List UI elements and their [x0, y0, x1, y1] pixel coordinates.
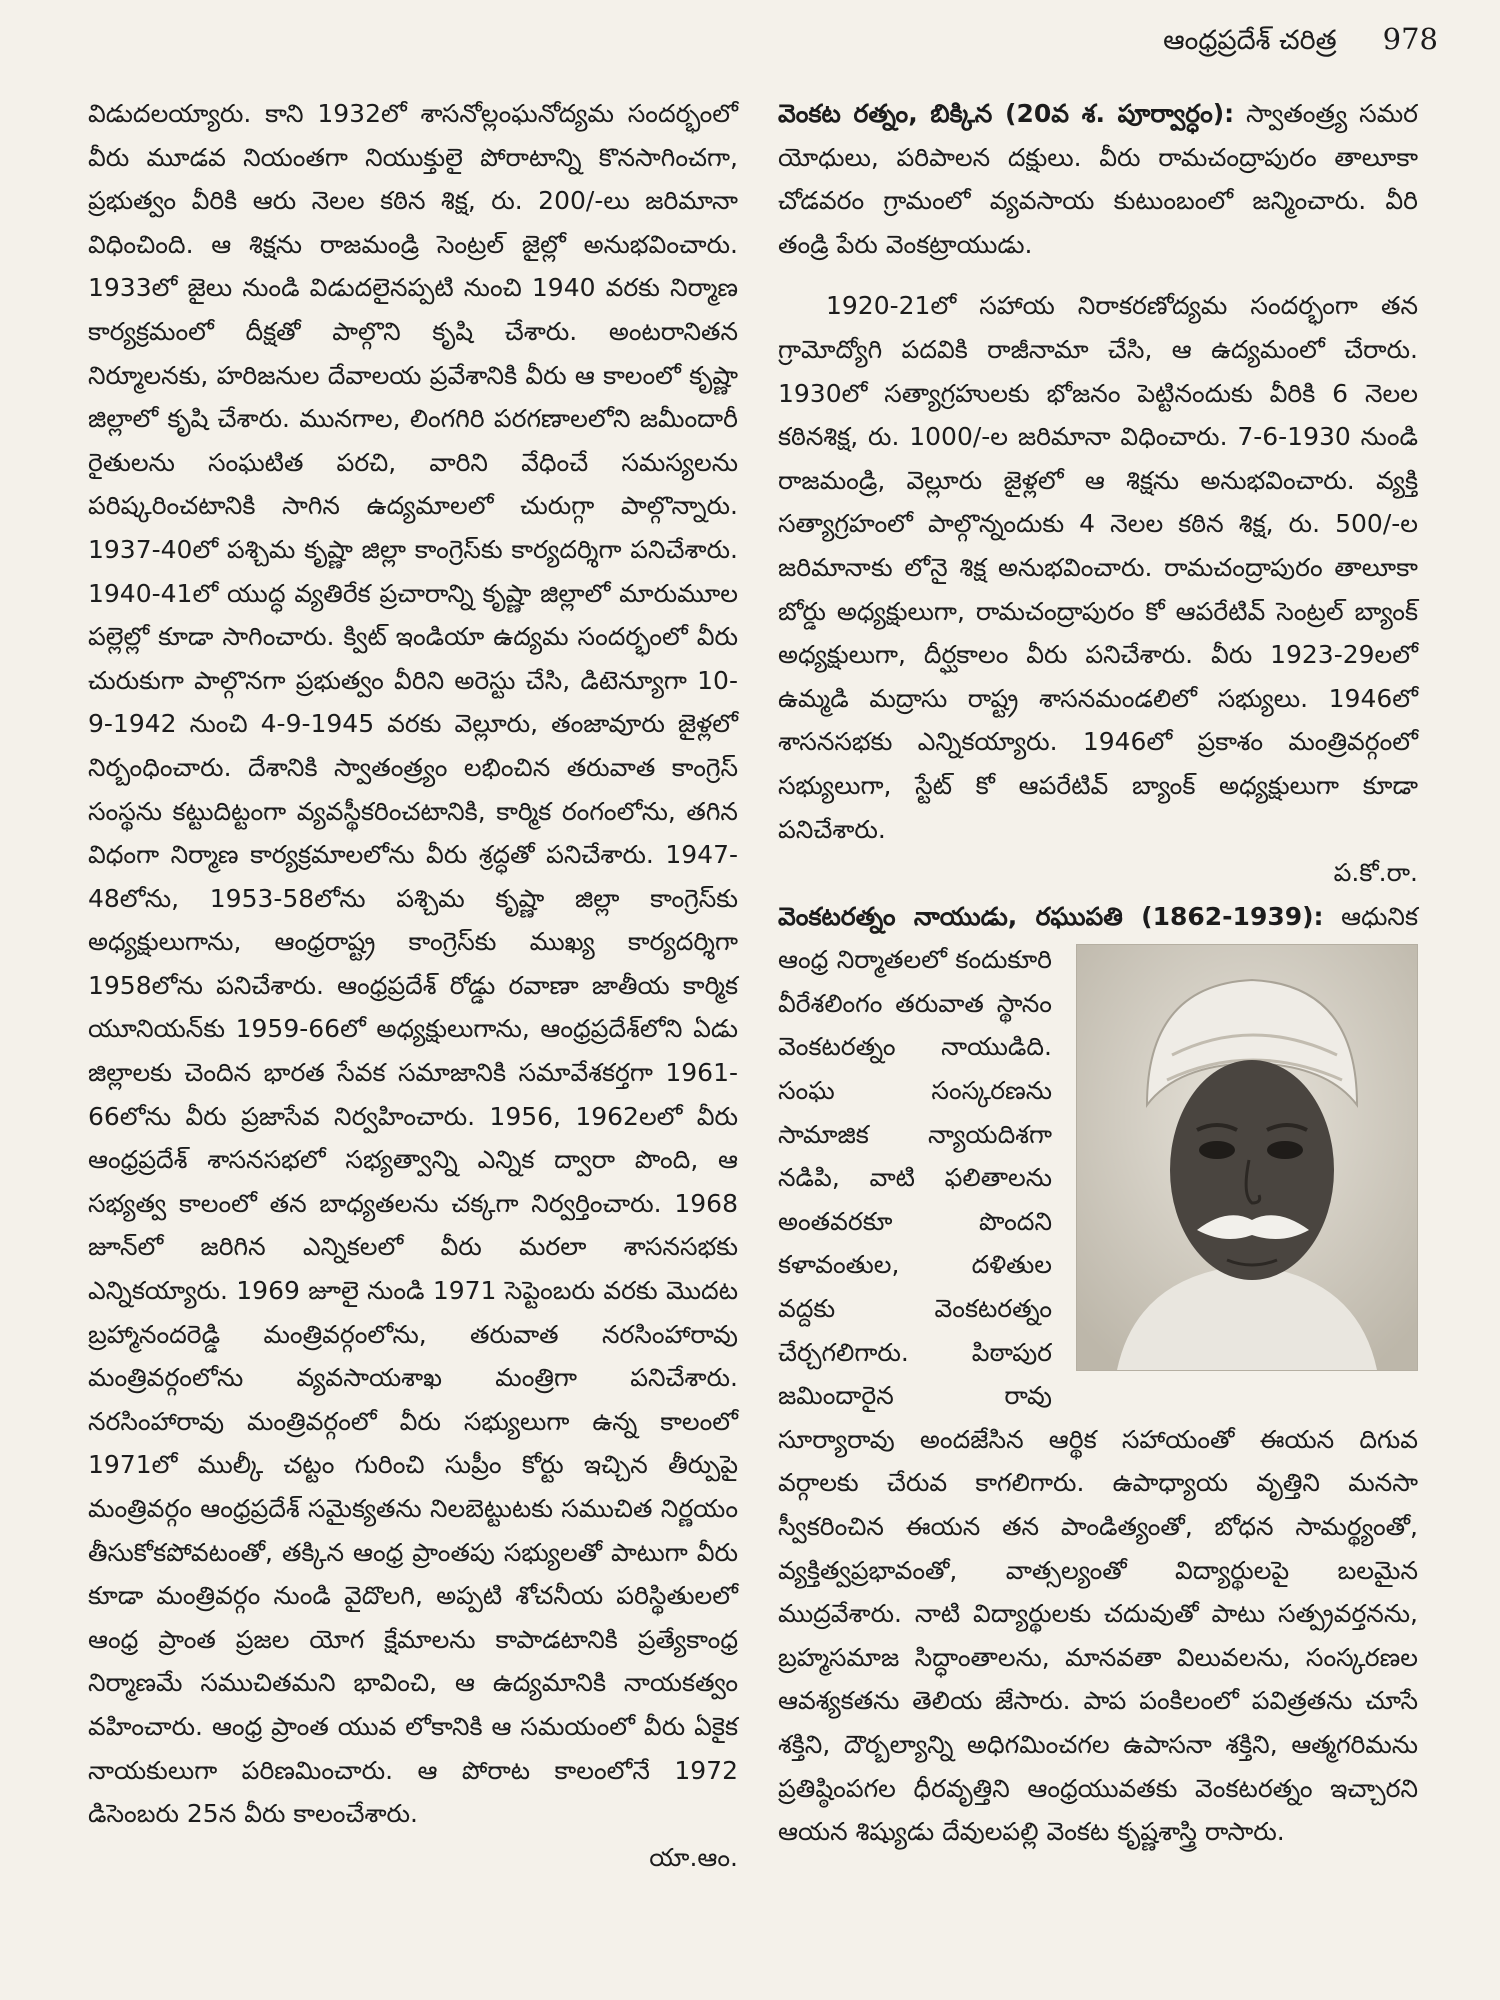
page-header [1163, 22, 1438, 63]
running-title: ఆంధ్రప్రదేశ్ చరిత్ర [1163, 25, 1337, 56]
portrait-photo [1076, 944, 1418, 1371]
right-column [778, 92, 1418, 1854]
entry1-title: వెంకట రత్నం, బిక్కిన (20వ శ. పూర్వార్ధం): [778, 99, 1235, 128]
entry1-intro-text: స్వాతంత్ర్య సమర యోధులు, పరిపాలన దక్షులు. వీరు రామచంద్రాపురం తాలూకా చోడవరం గ్రామంలో వ్యవసాయ కుటుంబంలో జన్మించారు. వీరి తండ్రి పేరు వెంకట్రాయుడు. [778, 99, 1418, 259]
page-number: 978 [1382, 22, 1438, 56]
entry1-author-initials: ప.కో.రా. [1333, 858, 1418, 888]
left-author-initials: యా.ఆం. [649, 1842, 738, 1872]
entry1-intro-paragraph [778, 92, 1418, 266]
portrait-illustration [1077, 945, 1417, 1370]
entry1-body-paragraph: 1920-21లో సహాయ నిరాకరణోద్యమ సందర్భంగా తన గ్రామోద్యోగి పదవికి రాజీనామా చేసి, ఆ ఉద్యమంలో చేరారు. 1930లో సత్యాగ్రహులకు భోజనం పెట్టినందుకు వీరికి 6 నెలల కఠినశిక్ష, రు. 1000/-ల జరిమానా విధించారు. 7-6-1930 నుండి రాజమండ్రి, వెల్లూరు జైళ్లలో ఆ శిక్షను అనుభవించారు. వ్యక్తి సత్యాగ్రహంలో పాల్గొన్నందుకు 4 నెలల కఠిన శిక్ష, రు. 500/-ల జరిమానాకు లోనై శిక్ష అనుభవించారు. రామచంద్రాపురం తాలూకా బోర్డు అధ్యక్షులుగా, రామచంద్రాపురం కో ఆపరేటివ్ సెంట్రల్ బ్యాంక్ అధ్యక్షులుగా, దీర్ఘకాలం వీరు పనిచేశారు. వీరు 1923-29లలో ఉమ్మడి మద్రాసు రాష్ట్ర శాసనమండలిలో సభ్యులు. 1946లో శాసనసభకు ఎన్నికయ్యారు. 1946లో ప్రకాశం మంత్రివర్గంలో సభ్యులుగా, స్టేట్ కో ఆపరేటివ్ బ్యాంక్ అధ్యక్షులుగా కూడా పనిచేశారు. [778, 291, 1418, 844]
entry2-title: వెంకటరత్నం నాయుడు, రఘుపతి (1862-1939): [778, 901, 1324, 931]
left-column [88, 92, 738, 1879]
entry2-paragraph [778, 895, 1418, 1854]
entry2-body-text: ఆధునిక ఆంధ్ర నిర్మాతలలో కందుకూరి వీరేశలింగం తరువాత స్థానం వెంకటరత్నం నాయుడిది. సంఘ సంస్కరణను సామాజిక న్యాయదిశగా నడిపి, వాటి ఫలితాలను అంతవరకూ పొందని కళావంతుల, దళితుల వద్దకు వెంకటరత్నం చేర్చగలిగారు. పిఠాపుర జమిందారైన రావు సూర్యారావు అందజేసిన ఆర్థిక సహాయంతో ఈయన దిగువ వర్గాలకు చేరువ కాగలిగారు. ఉపాధ్యాయ వృత్తిని మనసా స్వీకరించిన ఈయన తన పాండిత్యంతో, బోధన సామర్థ్యంతో, వ్యక్తిత్వప్రభావంతో, వాత్సల్యంతో విద్యార్థులపై బలమైన ముద్రవేశారు. నాటి విద్యార్థులకు చదువుతో పాటు సత్ప్రవర్తనను, బ్రహ్మసమాజ సిద్ధాంతాలను, మానవతా విలువలను, సంస్కరణల ఆవశ్యకతను తెలియ జేసారు. పాప పంకిలంలో పవిత్రతను చూసే శక్తిని, దౌర్బల్యాన్ని అధిగమించగల ఉపాసనా శక్తిని, ఆత్మగరిమను ప్రతిష్ఠింపగల ధీరవృత్తిని ఆంధ్రయువతకు వెంకటరత్నం ఇచ్చారని ఆయన శిష్యుడు దేవులపల్లి వెంకట కృష్ణశాస్త్రి రాసారు. [778, 901, 1418, 1847]
left-body-paragraph: విడుదలయ్యారు. కాని 1932లో శాసనోల్లంఘనోద్యమ సందర్భంలో వీరు మూడవ నియంతగా నియుక్తులై పోరాటాన్ని కొనసాగించగా, ప్రభుత్వం వీరికి ఆరు నెలల కఠిన శిక్ష, రు. 200/-లు జరిమానా విధించింది. ఆ శిక్షను రాజమండ్రి సెంట్రల్ జైల్లో అనుభవించారు. 1933లో జైలు నుండి విడుదలైనప్పటి నుంచి 1940 వరకు నిర్మాణ కార్యక్రమంలో దీక్షతో పాల్గొని కృషి చేశారు. అంటరానితన నిర్మూలనకు, హరిజనుల దేవాలయ ప్రవేశానికి వీరు ఆ కాలంలో కృష్ణా జిల్లాలో కృషి చేశారు. మునగాల, లింగగిరి పరగణాలలోని జమీందారీ రైతులను సంఘటిత పరచి, వారిని వేధించే సమస్యలను పరిష్కరించటానికి సాగిన ఉద్యమాలలో చురుగ్గా పాల్గొన్నారు. 1937-40లో పశ్చిమ కృష్ణా జిల్లా కాంగ్రెస్‌కు కార్యదర్శిగా పనిచేశారు. 1940-41లో యుద్ధ వ్యతిరేక ప్రచారాన్ని కృష్ణా జిల్లాలో మారుమూల పల్లెల్లో కూడా సాగించారు. క్విట్ ఇండియా ఉద్యమ సందర్భంలో వీరు చురుకుగా పాల్గొనగా ప్రభుత్వం వీరిని అరెస్టు చేసి, డిటెన్యూగా 10-9-1942 నుంచి 4-9-1945 వరకు వెల్లూరు, తంజావూరు జైళ్లలో నిర్బంధించారు. దేశానికి స్వాతంత్ర్యం లభించిన తరువాత కాంగ్రెస్ సంస్థను కట్టుదిట్టంగా వ్యవస్థీకరించటానికి, కార్మిక రంగంలోను, తగిన విధంగా నిర్మాణ కార్యక్రమాలలోను వీరు శ్రద్ధతో పనిచేశారు. 1947-48లోను, 1953-58లోను పశ్చిమ కృష్ణా జిల్లా కాంగ్రెస్‌కు అధ్యక్షులుగాను, ఆంధ్రరాష్ట్ర కాంగ్రెస్‌కు ముఖ్య కార్యదర్శిగా 1958లోను పనిచేశారు. ఆంధ్రప్రదేశ్ రోడ్డు రవాణా జాతీయ కార్మిక యూనియన్‌కు 1959-66లో అధ్యక్షులుగాను, ఆంధ్రప్రదేశ్‌లోని ఏడు జిల్లాలకు చెందిన భారత సేవక సమాజానికి సమావేశకర్తగా 1961-66లోను వీరు ప్రజాసేవ నిర్వహించారు. 1956, 1962లలో వీరు ఆంధ్రప్రదేశ్ శాసనసభలో సభ్యత్వాన్ని ఎన్నిక ద్వారా పొంది, ఆ సభ్యత్వ కాలంలో తన బాధ్యతలను చక్కగా నిర్వర్తించారు. 1968 జూన్‌లో జరిగిన ఎన్నికలలో వీరు మరలా శాసనసభకు ఎన్నికయ్యారు. 1969 జూలై నుండి 1971 సెప్టెంబరు వరకు మొదట బ్రహ్మానందరెడ్డి మంత్రివర్గంలోను, తరువాత నరసింహారావు మంత్రివర్గంలోను వ్యవసాయశాఖ మంత్రిగా పనిచేశారు. నరసింహారావు మంత్రివర్గంలో వీరు సభ్యులుగా ఉన్న కాలంలో 1971లో ముల్కీ చట్టం గురించి సుప్రీం కోర్టు ఇచ్చిన తీర్పుపై మంత్రివర్గం ఆంధ్రప్రదేశ్ సమైక్యతను నిలబెట్టుటకు సముచిత నిర్ణయం తీసుకోకపోవటంతో, తక్కిన ఆంధ్ర ప్రాంతపు సభ్యులతో పాటుగా వీరు కూడా మంత్రివర్గం నుండి వైదొలగి, అప్పటి శోచనీయ పరిస్థితులలో ఆంధ్ర ప్రాంత ప్రజల యోగ క్షేమాలను కాపాడటానికి ప్రత్యేకాంధ్ర నిర్మాణమే సముచితమని భావించి, ఆ ఉద్యమానికి నాయకత్వం వహించారు. ఆంధ్ర ప్రాంత యువ లోకానికి ఆ సమయంలో వీరు ఏకైక నాయకులుగా పరిణమించారు. ఆ పోరాట కాలంలోనే 1972 డిసెంబరు 25న వీరు కాలంచేశారు. [88, 99, 738, 1829]
